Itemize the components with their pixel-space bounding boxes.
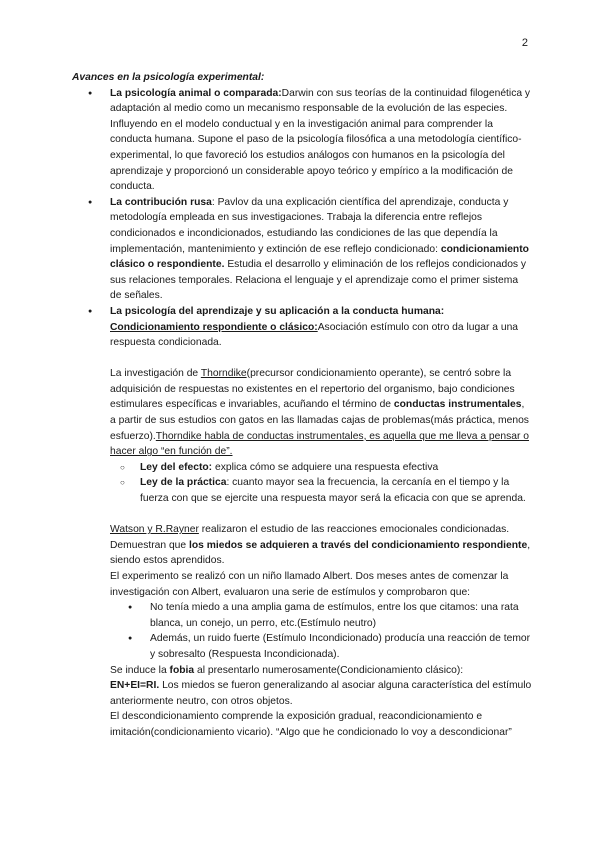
watson-paragraph <box>110 522 532 569</box>
text-run: La investigación de <box>110 368 201 380</box>
law-item <box>140 475 532 506</box>
item-bold-text: condicionamiento clásico o respondiente. <box>110 243 529 271</box>
list-item <box>72 304 532 741</box>
law-text: : cuanto mayor sea la frecuencia, la cercanía en el tiempo y la fuerza con que se ejercite una respuesta mayor será la eficacia con que se aprenda. <box>140 477 526 505</box>
term-bold: los miedos se adquieren a través del condicionamiento respondiente <box>189 539 528 551</box>
finding-item: ● No tenía miedo a una amplia gama de estímulos, entre los que citamos: una rata blanca, un conejo, un perro, etc.(Estímulo neutro) <box>150 600 532 631</box>
law-list <box>110 460 532 507</box>
descondicionamiento-paragraph: El descondicionamiento comprende la exposición gradual, reacondicionamiento e imitación(condicionamiento vicario). “Algo que he condicionado lo voy a descondicionar” <box>110 711 512 738</box>
author-name: Thorndike <box>200 368 247 380</box>
item-subheading: Condicionamiento respondiente o clásico: <box>110 321 318 333</box>
topic-list <box>72 86 532 741</box>
item-text: Asociación estímulo con otro da lugar a una respuesta condicionada. <box>110 321 519 349</box>
term-bold: fobia <box>169 664 195 676</box>
item-heading: La contribución rusa <box>110 196 212 208</box>
item-heading: La psicología del aprendizaje y su aplicación a la conducta humana: <box>110 305 445 317</box>
text-run: , siendo estos aprendidos. <box>110 539 531 567</box>
item-text: Darwin con sus teorías de la continuidad filogenética y adaptación al medio como un mecanismo responsable de la evolución de las especies. Influyendo en el modelo conductual y en la investigación animal para comprender la conducta humana. Supone el paso de la psicología filosófica a una metodología científico-experimental, lo que favoreció los estudios análogos con humanos en la psicología del aprendizaje y proporcionó un considerable apoyo teórico y empírico a la modificación de conducta. <box>110 87 531 193</box>
text-run: (precursor condicionamiento operante), se centró sobre la adquisición de respuestas no existentes en el repertorio del organismo, bajo condiciones estimulares específicas e invariables, acuñando el término de <box>110 368 515 411</box>
law-item <box>140 460 532 476</box>
formula: EN+EI=RI. <box>110 680 160 692</box>
item-text: : Pavlov da una explicación científica del aprendizaje, conducta y metodología empleada en sus investigaciones. Trabaja la diferencia entre reflejos condicionados e incondicionados, estudiando las condiciones de las que dependía la implementación, mantenimiento y extinción de ese reflejo condicionado: <box>110 196 509 255</box>
law-name: Ley del efecto: <box>140 461 213 473</box>
item-text: Estudia el desarrollo y eliminación de los reflejos condicionados y sus relaciones temporales. Relaciona el lenguaje y el aprendizaje como el primer sistema de señales. <box>110 259 527 302</box>
document-body <box>72 70 532 741</box>
text-run: Se induce la <box>110 664 170 676</box>
section-title: Avances en la psicología experimental: <box>72 72 265 83</box>
text-run: al presentarlo numerosamente(Condicionamiento clásico): <box>194 664 464 676</box>
list-item <box>72 86 532 195</box>
formula-paragraph <box>110 678 532 709</box>
term-bold: conductas instrumentales <box>393 399 522 411</box>
finding-item: ● Además, un ruido fuerte (Estímulo Incondicionado) producía una reacción de temor y sobresalto (Respuesta Incondicionada). <box>150 631 532 662</box>
text-run: Los miedos se fueron generalizando al asociar alguna característica del estímulo anteriormente neutro, con otros objetos. <box>110 680 532 707</box>
text-run: realizaron el estudio de las reacciones emocionales condicionadas. Demuestran que <box>110 524 510 551</box>
fobia-paragraph <box>110 663 532 679</box>
thorndike-quote: Thorndike habla de conductas instrumentales, es aquella que me lleva a pensar o hacer algo “en función de”. <box>110 430 530 458</box>
thorndike-paragraph <box>110 366 532 460</box>
item-heading: La psicología animal o comparada: <box>110 87 282 99</box>
list-item <box>72 195 532 304</box>
page-number: 2 <box>521 37 528 49</box>
text-run: , a partir de sus estudios con gatos en las llamadas cajas de problemas(más práctica, menos esfuerzo). <box>110 399 529 442</box>
finding-list <box>110 600 532 662</box>
author-name: Watson y R.Rayner <box>110 524 199 536</box>
law-text: explica cómo se adquiere una respuesta efectiva <box>212 461 439 473</box>
experiment-paragraph: El experimento se realizó con un niño llamado Albert. Dos meses antes de comenzar la investigación con Albert, evaluaron una serie de estímulos y comprobaron que: <box>110 571 509 598</box>
law-name: Ley de la práctica <box>140 477 227 489</box>
